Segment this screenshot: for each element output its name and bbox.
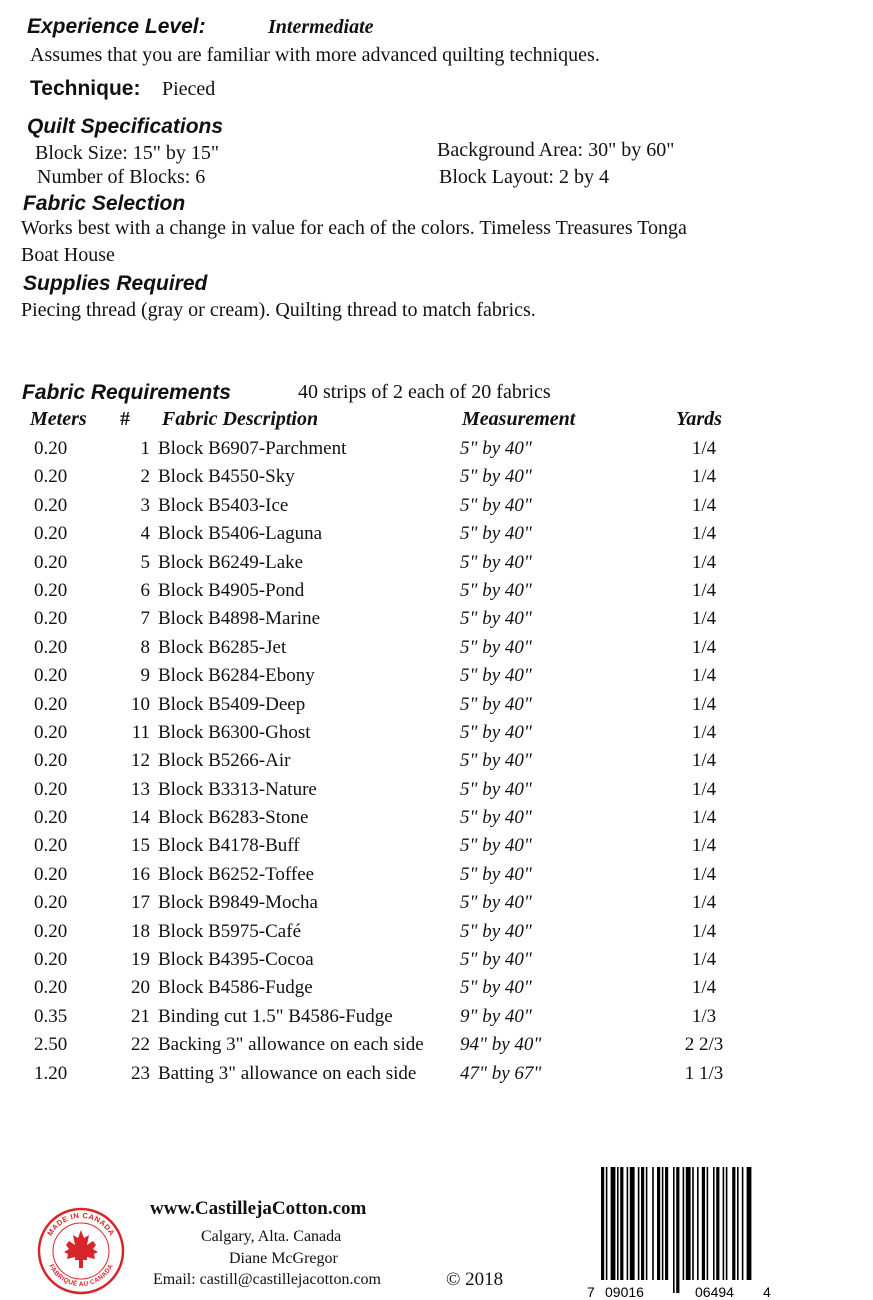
cell-yards: 1/4 [691,721,717,743]
cell-meters: 0.20 [34,466,68,488]
cell-description: Block B4395-Cocoa [158,949,314,971]
cell-number: 19 [131,949,150,971]
cell-meters: 0.20 [34,920,68,942]
barcode-bar [646,1167,648,1280]
cell-number: 7 [140,608,150,630]
barcode-bar [606,1167,608,1293]
cell-meters: 0.20 [34,494,68,516]
table-row [0,606,873,634]
table-row [0,1032,873,1060]
cell-number: 9 [140,665,150,687]
cell-yards: 1/4 [691,551,717,573]
barcode-bar [732,1167,735,1280]
cell-meters: 0.20 [34,750,68,772]
requirements-subtitle: 40 strips of 2 each of 20 fabrics [298,381,551,403]
barcode-bar [638,1167,640,1280]
fabric-selection-heading: Fabric Selection [23,192,186,215]
col-header-description: Fabric Description [162,408,319,430]
col-header-number: # [120,408,130,430]
cell-yards: 1/3 [691,1005,717,1027]
cell-meters: 0.20 [34,608,68,630]
cell-meters: 1.20 [34,1062,68,1084]
cell-yards: 1/4 [691,466,717,488]
table-row [0,947,873,975]
cell-meters: 0.20 [34,523,68,545]
cell-meters: 0.20 [34,863,68,885]
cell-description: Block B6283-Stone [158,807,309,829]
col-header-yards: Yards [676,408,722,430]
cell-description: Block B4178-Buff [158,835,300,857]
table-row [0,578,873,606]
cell-measurement: 5" by 40" [460,636,532,658]
cell-description: Block B9849-Mocha [158,892,318,914]
svg-text:MADE IN CANADA: MADE IN CANADA [45,1210,117,1238]
barcode-bar [742,1167,744,1280]
table-row [0,635,873,663]
barcode-bar [662,1167,664,1280]
cell-yards: 1/4 [691,608,717,630]
barcode-digits-3: 06494 [695,1284,734,1300]
barcode-bar [683,1167,685,1280]
table-row [0,464,873,492]
cell-number: 10 [131,693,150,715]
cell-yards: 1/4 [691,835,717,857]
cell-number: 2 [140,466,150,488]
cell-number: 4 [140,523,150,545]
barcode-bar [726,1167,728,1280]
footer-designer: Diane McGregor [229,1250,338,1267]
cell-yards: 1/4 [691,949,717,971]
barcode-bar [652,1167,654,1280]
cell-number: 21 [131,1005,150,1027]
cell-yards: 1/4 [691,892,717,914]
table-row [0,805,873,833]
table-row [0,1004,873,1032]
cell-yards: 1/4 [691,523,717,545]
barcode-bar [611,1167,616,1280]
cell-number: 5 [140,551,150,573]
barcode-bar [673,1167,675,1293]
cell-description: Block B6300-Ghost [158,721,311,743]
cell-yards: 1/4 [691,579,717,601]
barcode-bar [707,1167,709,1280]
cell-description: Backing 3" allowance on each side [158,1034,424,1056]
cell-description: Block B6285-Jet [158,636,287,658]
cell-measurement: 5" by 40" [460,665,532,687]
requirements-heading: Fabric Requirements [22,381,231,404]
cell-measurement: 5" by 40" [460,750,532,772]
table-row [0,692,873,720]
copyright: © 2018 [446,1269,504,1290]
cell-description: Block B5409-Deep [158,693,306,715]
cell-meters: 0.20 [34,438,68,459]
cell-number: 22 [131,1034,150,1056]
cell-yards: 1/4 [691,636,717,658]
cell-measurement: 5" by 40" [460,863,532,885]
cell-number: 18 [131,920,150,942]
specs-heading: Quilt Specifications [27,115,224,138]
experience-value: Intermediate [268,16,374,38]
cell-meters: 0.20 [34,977,68,999]
cell-description: Block B3313-Nature [158,778,317,800]
cell-meters: 0.20 [34,949,68,971]
table-row [0,436,873,464]
cell-measurement: 5" by 40" [460,466,532,488]
barcode-bar [620,1167,623,1280]
cell-yards: 1/4 [691,750,717,772]
fabric-selection-line-1: Works best with a change in value for each of the colors. Timeless Treasures Tonga [21,217,687,239]
cell-meters: 0.20 [34,579,68,601]
barcode-bar [676,1167,679,1293]
fabric-selection-line-2: Boat House [21,244,115,266]
cell-meters: 2.50 [34,1034,68,1056]
barcode-bar [627,1167,629,1280]
cell-measurement: 94" by 40" [460,1034,542,1056]
block-layout: Block Layout: 2 by 4 [439,166,609,188]
cell-measurement: 5" by 40" [460,494,532,516]
barcode-bar [630,1167,635,1280]
cell-meters: 0.20 [34,636,68,658]
cell-meters: 0.20 [34,551,68,573]
cell-description: Block B6249-Lake [158,551,304,573]
cell-description: Block B5266-Air [158,750,291,772]
experience-label: Experience Level: [27,15,206,38]
cell-number: 23 [131,1062,150,1084]
cell-measurement: 5" by 40" [460,807,532,829]
table-row [0,550,873,578]
cell-description: Block B6907-Parchment [158,438,347,459]
cell-description: Block B4586-Fudge [158,977,313,999]
table-row [0,975,873,1003]
cell-yards: 1/4 [691,977,717,999]
cell-measurement: 5" by 40" [460,608,532,630]
cell-measurement: 5" by 40" [460,523,532,545]
barcode-bar [702,1167,705,1280]
made-in-canada-seal [36,1206,126,1296]
cell-description: Binding cut 1.5" B4586-Fudge [158,1005,393,1027]
cell-yards: 1/4 [691,494,717,516]
cell-yards: 1/4 [691,778,717,800]
technique-value: Pieced [162,78,216,100]
barcode-bar [697,1167,699,1280]
cell-number: 16 [131,863,150,885]
cell-meters: 0.20 [34,835,68,857]
table-row [0,833,873,861]
background-area: Background Area: 30" by 60" [437,139,675,161]
table-row [0,493,873,521]
cell-number: 20 [131,977,150,999]
cell-description: Block B5403-Ice [158,494,289,516]
cell-description: Block B4898-Marine [158,608,321,630]
cell-meters: 0.35 [34,1005,68,1027]
cell-measurement: 5" by 40" [460,721,532,743]
cell-number: 1 [140,438,150,459]
cell-yards: 1/4 [691,665,717,687]
website-link[interactable]: www.CastillejaCotton.com [150,1198,367,1219]
cell-number: 17 [131,892,150,914]
cell-measurement: 9" by 40" [460,1005,532,1027]
barcode-digits-2: 09016 [605,1284,644,1300]
barcode-bar [617,1167,619,1280]
cell-measurement: 5" by 40" [460,579,532,601]
svg-text:FABRIQUÉ AU CANADA: FABRIQUÉ AU CANADA [47,1263,115,1289]
cell-measurement: 5" by 40" [460,977,532,999]
cell-number: 6 [140,579,150,601]
cell-description: Block B6284-Ebony [158,665,315,687]
cell-number: 3 [140,494,150,516]
cell-number: 15 [131,835,150,857]
cell-measurement: 5" by 40" [460,551,532,573]
cell-measurement: 5" by 40" [460,835,532,857]
table-row [0,1061,873,1089]
barcode-bar [716,1167,719,1280]
experience-note: Assumes that you are familiar with more advanced quilting techniques. [30,44,600,66]
barcode-bar [686,1167,691,1280]
barcode-bar [641,1167,644,1280]
cell-meters: 0.20 [34,778,68,800]
cell-measurement: 47" by 67" [460,1062,542,1084]
table-row [0,663,873,691]
cell-description: Block B4550-Sky [158,466,295,488]
cell-description: Block B4905-Pond [158,579,305,601]
cell-measurement: 5" by 40" [460,693,532,715]
col-header-meters: Meters [30,408,87,430]
table-row [0,919,873,947]
barcode-bar [657,1167,660,1280]
table-row [0,521,873,549]
footer-city: Calgary, Alta. Canada [201,1228,342,1245]
table-row [0,748,873,776]
barcode-bar [737,1167,739,1280]
footer-email[interactable]: Email: castill@castillejacotton.com [153,1271,381,1288]
block-size: Block Size: 15" by 15" [35,142,220,164]
cell-description: Block B5406-Laguna [158,523,323,545]
requirements-table [0,436,873,1089]
cell-yards: 1/4 [691,863,717,885]
barcode-digit-4: 4 [763,1284,771,1300]
cell-meters: 0.20 [34,892,68,914]
cell-yards: 1/4 [691,438,717,459]
supplies-text: Piecing thread (gray or cream). Quilting thread to match fabrics. [21,299,536,321]
barcode-bar [723,1167,725,1280]
upc-barcode [585,1167,775,1300]
cell-number: 8 [140,636,150,658]
barcode-bar [713,1167,715,1280]
cell-yards: 1 1/3 [684,1062,724,1084]
cell-measurement: 5" by 40" [460,778,532,800]
barcode-bar [747,1167,752,1280]
cell-meters: 0.20 [34,807,68,829]
barcode-bar [601,1167,604,1293]
cell-measurement: 5" by 40" [460,438,532,459]
cell-description: Batting 3" allowance on each side [158,1062,417,1084]
cell-description: Block B5975-Café [158,920,302,942]
cell-meters: 0.20 [34,665,68,687]
cell-yards: 1/4 [691,920,717,942]
cell-yards: 1/4 [691,693,717,715]
cell-measurement: 5" by 40" [460,949,532,971]
cell-meters: 0.20 [34,693,68,715]
cell-yards: 2 2/3 [684,1034,724,1056]
table-row [0,777,873,805]
cell-number: 14 [131,807,150,829]
col-header-measurement: Measurement [462,408,576,430]
table-row [0,862,873,890]
number-of-blocks: Number of Blocks: 6 [37,166,206,188]
technique-label: Technique: [30,77,141,100]
barcode-digit-1: 7 [587,1284,595,1300]
cell-number: 13 [131,778,150,800]
cell-description: Block B6252-Toffee [158,863,315,885]
cell-yards: 1/4 [691,807,717,829]
barcode-bar [665,1167,668,1280]
cell-number: 12 [131,750,150,772]
table-row [0,890,873,918]
cell-measurement: 5" by 40" [460,892,532,914]
supplies-heading: Supplies Required [23,272,208,295]
cell-measurement: 5" by 40" [460,920,532,942]
barcode-bar [692,1167,694,1280]
table-row [0,720,873,748]
cell-meters: 0.20 [34,721,68,743]
cell-number: 11 [131,721,150,743]
